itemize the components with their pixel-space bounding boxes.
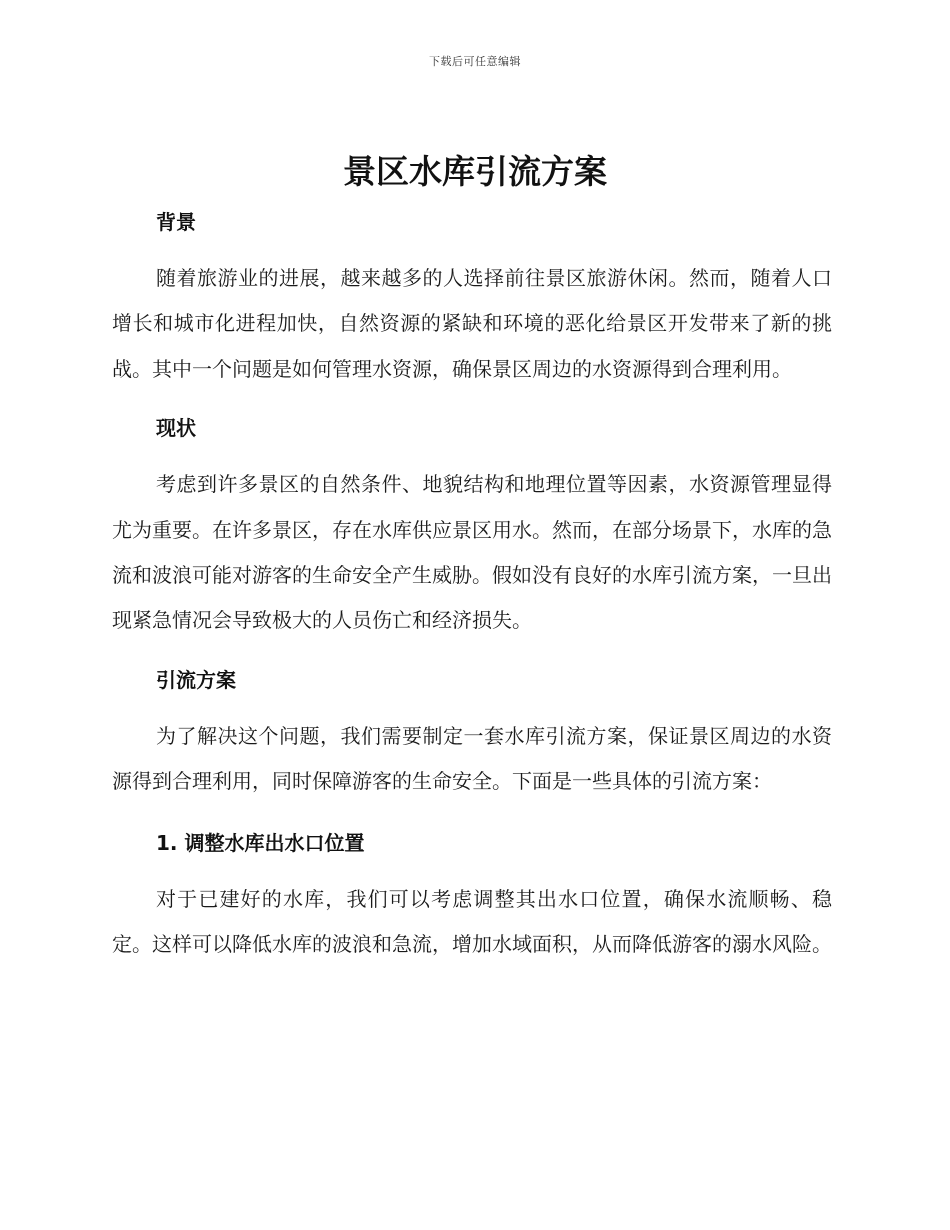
document-body bbox=[112, 200, 832, 967]
section-heading-plan: 引流方案 bbox=[156, 667, 236, 692]
section-paragraph-background: 随着旅游业的进展，越来越多的人选择前往景区旅游休闲。然而，随着人口增长和城市化进程加快，自然资源的紧缺和环境的恶化给景区开发带来了新的挑战。其中一个问题是如何管理水资源，确保景区周边的水资源得到合理利用。 bbox=[112, 266, 832, 381]
subsection-paragraph-outlet: 对于已建好的水库，我们可以考虑调整其出水口位置，确保水流顺畅、稳定。这样可以降低水库的波浪和急流，增加水域面积，从而降低游客的溺水风险。 bbox=[112, 886, 832, 957]
section-heading-status: 现状 bbox=[156, 416, 196, 441]
page-header-note: 下载后可任意编辑 bbox=[429, 55, 521, 68]
subsection-heading-outlet: 1. 调整水库出水口位置 bbox=[156, 830, 365, 855]
section-heading-background: 背景 bbox=[156, 210, 196, 234]
document-title: 景区水库引流方案 bbox=[343, 152, 607, 191]
section-paragraph-status: 考虑到许多景区的自然条件、地貌结构和地理位置等因素，水资源管理显得尤为重要。在许多景区，存在水库供应景区用水。然而，在部分场景下，水库的急流和波浪可能对游客的生命安全产生威胁。假如没有良好的水库引流方案，一旦出现紧急情况会导致极大的人员伤亡和经济损失。 bbox=[112, 472, 832, 633]
section-paragraph-plan: 为了解决这个问题，我们需要制定一套水库引流方案，保证景区周边的水资源得到合理利用，同时保障游客的生命安全。下面是一些具体的引流方案： bbox=[112, 723, 832, 794]
